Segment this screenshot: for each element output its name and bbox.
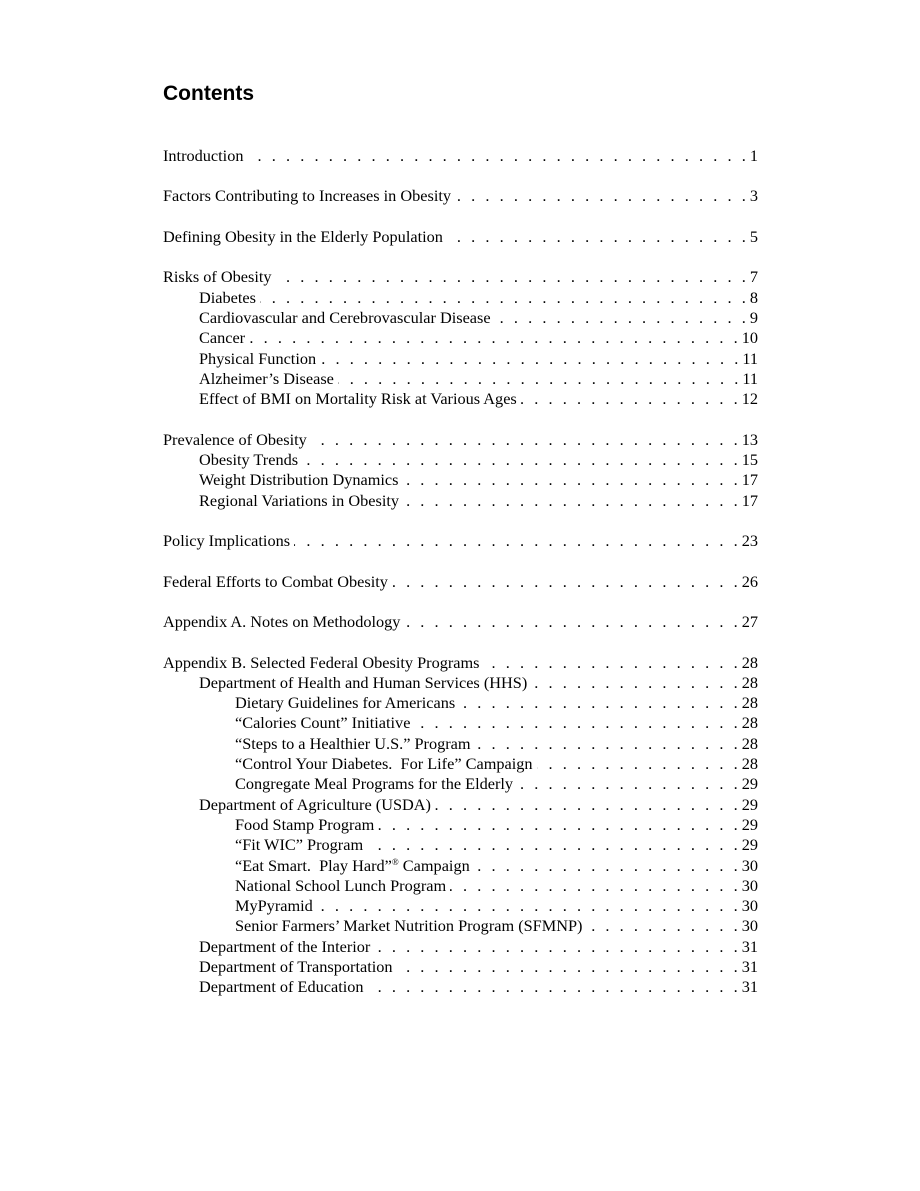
toc-page-number: 30	[741, 875, 758, 895]
toc-entry-calories-count[interactable]	[163, 713, 758, 733]
toc-entry-label: Alzheimer’s Disease	[199, 368, 334, 388]
toc-entry-label	[235, 856, 474, 876]
toc-page-number: 28	[741, 713, 758, 733]
toc-entry-factors[interactable]	[163, 186, 758, 206]
toc-entry-label: Federal Efforts to Combat Obesity	[163, 571, 388, 591]
page-title: Contents	[163, 82, 254, 105]
toc-page-number: 7	[749, 267, 758, 287]
toc-page-number: 28	[741, 693, 758, 713]
toc-entry-weight-distribution[interactable]	[163, 470, 758, 490]
dot-leader	[260, 288, 749, 308]
toc-entry-label: Regional Variations in Obesity	[199, 490, 400, 510]
toc-page-number: 29	[741, 794, 758, 814]
toc-page-number: 31	[741, 977, 758, 997]
toc-page-number: 11	[742, 368, 758, 388]
toc-entry-introduction[interactable]	[163, 146, 758, 166]
toc-entry-label: Prevalence of Obesity	[163, 429, 307, 449]
toc-entry-label: Dietary Guidelines for Americans	[235, 693, 456, 713]
toc-entry-label: Congregate Meal Programs for the Elderly	[235, 774, 514, 794]
toc-entry-label: “Calories Count” Initiative	[235, 713, 411, 733]
dot-leader	[455, 186, 749, 206]
toc-entry-bmi-mortality[interactable]	[163, 389, 758, 409]
toc-page-number: 9	[749, 308, 758, 328]
dot-leader	[586, 916, 740, 936]
toc-page-number: 17	[741, 490, 758, 510]
toc-entry-label: Cardiovascular and Cerebrovascular Disease	[199, 308, 491, 328]
toc-page-number: 27	[741, 612, 758, 632]
dot-leader	[447, 227, 749, 247]
toc-page-number: 28	[741, 733, 758, 753]
toc-page-number: 15	[741, 450, 758, 470]
dot-leader	[247, 146, 748, 166]
dot-leader	[314, 896, 741, 916]
toc-entry-cardiovascular[interactable]	[163, 308, 758, 328]
toc-page-number: 10	[741, 328, 758, 348]
dot-leader	[338, 369, 741, 389]
dot-leader	[531, 673, 740, 693]
registered-mark: ®	[391, 856, 399, 867]
toc-page-number: 30	[741, 916, 758, 936]
toc-entry-defining-obesity[interactable]	[163, 227, 758, 247]
toc-page-number: 13	[741, 429, 758, 449]
toc-page-number: 1	[749, 146, 758, 165]
toc-entry-appendix-b[interactable]	[163, 653, 758, 673]
toc-entry-hhs[interactable]	[163, 673, 758, 693]
dot-leader	[302, 450, 741, 470]
toc-entry-label: Food Stamp Program	[235, 814, 375, 834]
dot-leader	[521, 389, 741, 409]
dot-leader	[475, 734, 741, 754]
toc-entry-physical-function[interactable]	[163, 349, 758, 369]
toc-entry-label: Department of Transportation	[199, 957, 393, 976]
toc-entry-risks[interactable]	[163, 267, 758, 287]
toc-entry-education[interactable]	[163, 977, 758, 997]
toc-page-number: 26	[741, 571, 758, 591]
toc-entry-prevalence[interactable]	[163, 430, 758, 450]
dot-leader	[517, 774, 741, 794]
toc-entry-label: Department of the Interior	[199, 936, 371, 956]
toc-entry-label: Appendix B. Selected Federal Obesity Programs	[163, 652, 480, 672]
toc-page-number: 5	[749, 226, 758, 246]
toc-entry-eat-smart[interactable]	[163, 856, 758, 876]
toc-page-number: 17	[741, 470, 758, 490]
toc-entry-label: Effect of BMI on Mortality Risk at Various Ages	[199, 389, 517, 409]
toc-entry-school-lunch[interactable]	[163, 876, 758, 896]
toc-entry-dietary-guidelines[interactable]	[163, 693, 758, 713]
toc-entry-label: Physical Function	[199, 348, 317, 368]
dot-leader	[397, 957, 741, 977]
toc-entry-label: “Fit WIC” Program	[235, 835, 364, 855]
dot-leader	[537, 754, 741, 774]
toc-entry-label: Obesity Trends	[199, 450, 299, 470]
toc-entry-label: “Steps to a Healthier U.S.” Program	[235, 733, 471, 753]
toc-entry-interior[interactable]	[163, 937, 758, 957]
toc-entry-food-stamp[interactable]	[163, 815, 758, 835]
toc-entry-label-suffix: Campaign	[398, 855, 470, 875]
toc-entry-senior-farmers[interactable]	[163, 916, 758, 936]
dot-leader	[450, 876, 741, 896]
toc-entry-appendix-a[interactable]	[163, 612, 758, 632]
toc-page-number: 28	[741, 652, 758, 672]
dot-leader	[367, 835, 741, 855]
dot-leader	[249, 328, 741, 348]
toc-entry-label-main: “Eat Smart. Play Hard”	[235, 855, 392, 875]
toc-entry-label: “Control Your Diabetes. For Life” Campaign	[235, 754, 533, 774]
toc-entry-label: Department of Health and Human Services (HHS)	[199, 672, 528, 692]
toc-page-number: 8	[749, 287, 758, 307]
dot-leader	[402, 470, 740, 490]
toc-entry-transportation[interactable]	[163, 957, 758, 977]
dot-leader	[368, 977, 741, 997]
toc-page-number: 23	[741, 531, 758, 551]
dot-leader	[378, 815, 740, 835]
toc-entry-label: National School Lunch Program	[235, 875, 447, 895]
toc-entry-label: Cancer	[199, 328, 246, 348]
toc-entry-label: Department of Education	[199, 977, 364, 997]
dot-leader	[474, 856, 741, 876]
toc-entry-label: Defining Obesity in the Elderly Population	[163, 226, 443, 246]
toc-entry-label: Factors Contributing to Increases in Obesity	[163, 186, 452, 206]
toc-page-number: 28	[741, 754, 758, 774]
dot-leader	[459, 693, 741, 713]
toc-entry-label: Department of Agriculture (USDA)	[199, 794, 431, 814]
toc-entry-label: Diabetes	[199, 287, 256, 307]
toc-page-number: 11	[742, 348, 758, 368]
toc-entry-policy-implications[interactable]	[163, 531, 758, 551]
toc-entry-label: Weight Distribution Dynamics	[199, 470, 399, 490]
dot-leader	[320, 349, 741, 369]
toc-page-number: 29	[741, 814, 758, 834]
toc-entry-control-diabetes[interactable]	[163, 754, 758, 774]
toc-entry-alzheimers[interactable]	[163, 369, 758, 389]
toc-entry-label: MyPyramid	[235, 896, 313, 916]
toc-page-number: 31	[741, 957, 758, 976]
toc-entry-cancer[interactable]	[163, 328, 758, 348]
dot-leader	[484, 653, 741, 673]
toc-entry-congregate-meal[interactable]	[163, 774, 758, 794]
toc-entry-federal-efforts[interactable]	[163, 572, 758, 592]
dot-leader	[374, 937, 740, 957]
dot-leader	[403, 491, 741, 511]
toc-page-number: 12	[741, 389, 758, 409]
toc-entry-label: Senior Farmers’ Market Nutrition Program (SFMNP)	[235, 916, 583, 936]
dot-leader	[404, 612, 740, 632]
dot-leader	[276, 267, 749, 287]
toc-page-number: 30	[741, 896, 758, 916]
toc-entry-regional-variations[interactable]	[163, 491, 758, 511]
toc-page-number: 3	[749, 186, 758, 206]
toc-entry-fit-wic[interactable]	[163, 835, 758, 855]
toc-entry-label: Introduction	[163, 146, 244, 165]
dot-leader	[392, 572, 741, 592]
table-of-contents	[163, 146, 758, 998]
dot-leader	[435, 795, 741, 815]
toc-entry-mypyramid[interactable]	[163, 896, 758, 916]
toc-page-number: 29	[741, 835, 758, 855]
toc-entry-label: Policy Implications	[163, 531, 291, 551]
toc-page-number: 31	[741, 936, 758, 956]
toc-page-number: 30	[741, 855, 758, 875]
toc-entry-usda[interactable]	[163, 795, 758, 815]
toc-entry-obesity-trends[interactable]	[163, 450, 758, 470]
toc-entry-label: Appendix A. Notes on Methodology	[163, 612, 401, 632]
dot-leader	[414, 713, 740, 733]
dot-leader	[495, 308, 749, 328]
dot-leader	[294, 531, 741, 551]
toc-entry-steps-healthier-us[interactable]	[163, 734, 758, 754]
dot-leader	[311, 430, 741, 450]
toc-entry-label: Risks of Obesity	[163, 267, 272, 287]
toc-page-number: 29	[741, 774, 758, 794]
toc-entry-diabetes[interactable]	[163, 288, 758, 308]
toc-page-number: 28	[741, 672, 758, 692]
